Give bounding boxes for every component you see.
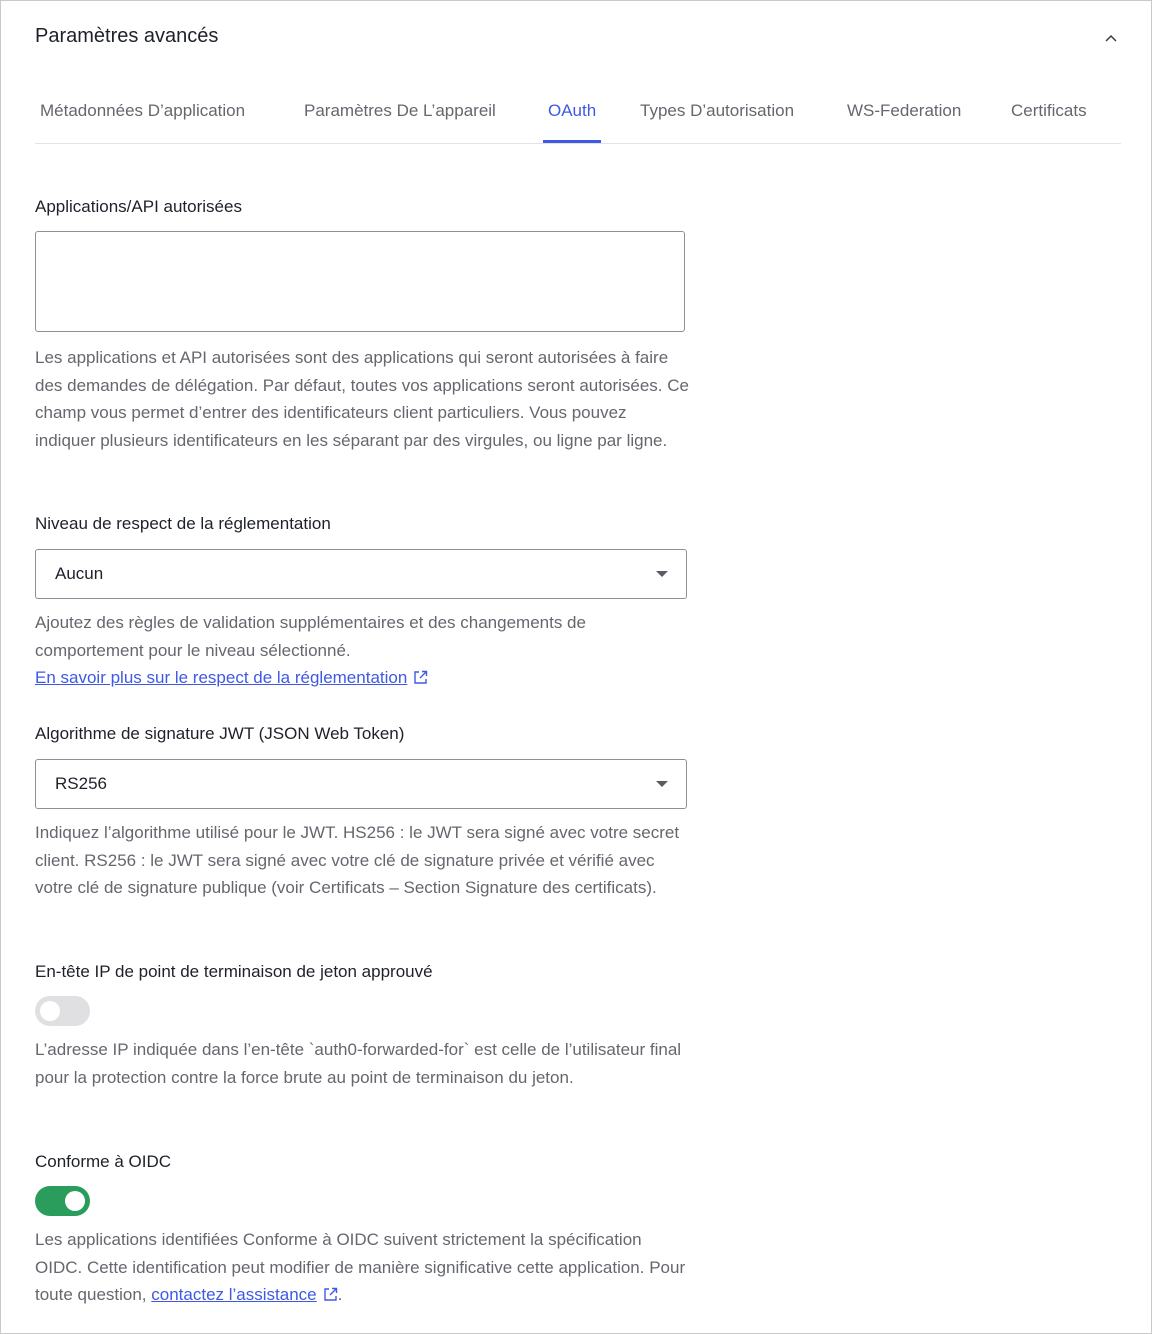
- jwt-label: Algorithme de signature JWT (JSON Web Token): [35, 724, 405, 743]
- compliance-help-text: Ajoutez des règles de validation supplémentaires et des changements de comportement pour le niveau sélectionné.: [35, 613, 586, 660]
- jwt-help: Indiquez l’algorithme utilisé pour le JWT. HS256 : le JWT sera signé avec votre secret client. RS256 : le JWT sera signé avec votre clé de signature privée et vérifié avec votre clé de signature publique (voir Certificats – Section Signature des certificats).: [35, 823, 680, 897]
- allowed-apps-input[interactable]: [35, 231, 685, 332]
- caret-down-icon: [656, 571, 668, 577]
- oidc-help-suffix: .: [337, 1285, 343, 1304]
- tab-certificates[interactable]: Certificats: [1011, 101, 1087, 120]
- allowed-apps-label: Applications/API autorisées: [35, 197, 242, 216]
- compliance-learn-more-link[interactable]: En savoir plus sur le respect de la réglementation: [35, 668, 408, 687]
- tab-application-metadata[interactable]: Métadonnées D’application: [40, 101, 246, 120]
- toggle-knob: [65, 1191, 85, 1211]
- oidc-label: Conforme à OIDC: [35, 1152, 172, 1171]
- toggle-knob: [40, 1001, 60, 1021]
- tab-grant-types[interactable]: Types D’autorisation: [640, 101, 795, 120]
- compliance-value: Aucun: [55, 564, 104, 583]
- compliance-select[interactable]: [35, 549, 687, 599]
- tab-ws-federation[interactable]: WS-Federation: [847, 101, 962, 120]
- allowed-apps-help: Les applications et API autorisées sont des applications qui seront autorisées à faire des demandes de délégation. Par défaut, toutes vos applications seront autorisées. Ce champ vous permet d’entrer des identificateurs client particuliers. Vous pouvez indiquer plusieurs identificateurs en les séparant par des virgules, ou ligne par ligne.: [35, 348, 689, 450]
- oidc-help-text: Les applications identifiées Conforme à OIDC suivent strictement la spécification OIDC. Cette identification peut modifier de manière significative cette application. Pour toute question,: [35, 1230, 686, 1304]
- section-title: Paramètres avancés: [35, 25, 219, 47]
- chevron-up-icon: [1101, 29, 1121, 49]
- tab-bar: [35, 89, 1121, 144]
- external-link-icon: [413, 670, 428, 685]
- jwt-algorithm-value: RS256: [55, 774, 107, 793]
- contact-support-link[interactable]: contactez l’assistance: [151, 1285, 317, 1304]
- compliance-label: Niveau de respect de la réglementation: [35, 514, 331, 533]
- collapse-button[interactable]: [1101, 29, 1121, 49]
- tab-device-settings[interactable]: Paramètres De L’appareil: [304, 101, 496, 120]
- ip-header-label: En-tête IP de point de terminaison de jeton approuvé: [35, 962, 433, 981]
- external-link-icon: [323, 1287, 338, 1302]
- jwt-algorithm-select[interactable]: [35, 759, 687, 809]
- compliance-help: [35, 609, 691, 692]
- tab-oauth[interactable]: OAuth: [543, 101, 601, 143]
- oidc-toggle[interactable]: [35, 1186, 90, 1216]
- ip-header-toggle[interactable]: [35, 996, 90, 1026]
- caret-down-icon: [656, 781, 668, 787]
- ip-header-help: L’adresse IP indiquée dans l’en-tête `auth0-forwarded-for` est celle de l’utilisateur final pour la protection contre la force brute au point de terminaison du jeton.: [35, 1040, 682, 1087]
- oidc-help: [35, 1226, 691, 1309]
